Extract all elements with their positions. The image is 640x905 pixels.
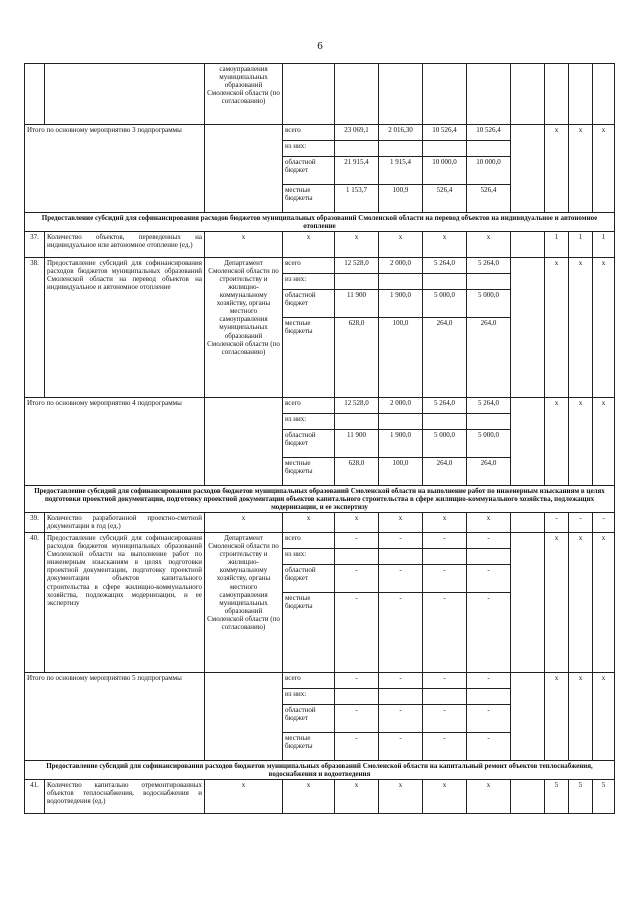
- amount-year3: -: [467, 593, 511, 673]
- amount-year2: -: [423, 593, 467, 673]
- cell-empty: [511, 398, 545, 486]
- amount-year1: -: [379, 533, 423, 549]
- amount-year2: [423, 141, 467, 157]
- amount-year2: 264,0: [423, 318, 467, 398]
- amount-year2: [423, 549, 467, 565]
- indicator-3: x: [593, 258, 615, 398]
- amount-year3: 10 000,0: [467, 157, 511, 185]
- amount-year3: [467, 549, 511, 565]
- amount-year2: -: [423, 705, 467, 733]
- indicator-1: x: [545, 533, 569, 673]
- funding-source: всего: [283, 125, 335, 141]
- amount-year3: 526,4: [467, 185, 511, 213]
- amount-year1: -: [379, 705, 423, 733]
- amount-year2: -: [423, 733, 467, 761]
- table-row: [25, 761, 615, 780]
- indicator-cell: x: [379, 780, 423, 814]
- indicator-1: x: [545, 398, 569, 486]
- indicator-value: 1: [593, 232, 615, 258]
- cell-empty: [379, 64, 423, 125]
- amount-year3: -: [467, 533, 511, 549]
- cell-empty: [511, 673, 545, 761]
- amount-year1: [379, 141, 423, 157]
- measure-text: Предоставление субсидий для софинансирования расходов бюджетов муниципальных образований Смоленской области на выполнение работ по инженерным изысканиям в целях подготовки проектной документации, подготовку проектной документации объектов капитального строительства в сфере жилищно-коммунального хозяйства, подлежащих модернизации, и ее экспертизу: [45, 533, 205, 673]
- indicator-1: x: [545, 258, 569, 398]
- page-number: 6: [317, 40, 323, 52]
- amount-year3: [467, 414, 511, 430]
- funding-source: всего: [283, 258, 335, 274]
- funding-source: местные бюджеты: [283, 318, 335, 398]
- amount-total: -: [335, 673, 379, 689]
- amount-total: 1 153,7: [335, 185, 379, 213]
- amount-total: [335, 549, 379, 565]
- total-label: Итого по основному мероприятию 4 подпрограммы: [25, 398, 205, 486]
- cell-text: [45, 64, 205, 125]
- indicator-3: x: [593, 533, 615, 673]
- funding-source: местные бюджеты: [283, 185, 335, 213]
- amount-total: 21 915,4: [335, 157, 379, 185]
- amount-year3: -: [467, 565, 511, 593]
- indicator-cell: x: [205, 513, 283, 533]
- funding-source: из них:: [283, 549, 335, 565]
- amount-year2: [423, 274, 467, 290]
- funding-source: областной бюджет: [283, 565, 335, 593]
- amount-year2: 5 000,0: [423, 290, 467, 318]
- table-row: [25, 673, 615, 689]
- cell-empty: [593, 64, 615, 125]
- section-title: Предоставление субсидий для софинансирования расходов бюджетов муниципальных образований Смоленской области на выполнение работ по инженерным изысканиям в целях подготовки проектной документации, подготовку проектной документации объектов капитального строительства в сфере жилищно-коммунального хозяйства, подлежащих модернизации, и ее экспертизу: [25, 486, 615, 513]
- amount-total: [335, 274, 379, 290]
- amount-year3: 10 526,4: [467, 125, 511, 141]
- indicator-cell: x: [423, 780, 467, 814]
- amount-year1: -: [379, 593, 423, 673]
- funding-source: из них:: [283, 689, 335, 705]
- amount-year3: 5 264,0: [467, 258, 511, 274]
- amount-year2: 526,4: [423, 185, 467, 213]
- amount-year3: [467, 274, 511, 290]
- funding-source: местные бюджеты: [283, 733, 335, 761]
- indicator-value: -: [593, 513, 615, 533]
- table-row: [25, 258, 615, 274]
- indicator-value: 5: [569, 780, 593, 814]
- indicator-cell: x: [335, 232, 379, 258]
- amount-year2: -: [423, 565, 467, 593]
- section-title: Предоставление субсидий для софинансирования расходов бюджетов муниципальных образований Смоленской области на перевод объектов на индивидуальное и автономное отопление: [25, 213, 615, 232]
- amount-total: [335, 141, 379, 157]
- indicator-2: x: [569, 398, 593, 486]
- total-label: Итого по основному мероприятию 5 подпрограммы: [25, 673, 205, 761]
- funding-source: из них:: [283, 141, 335, 157]
- amount-year2: 5 264,0: [423, 398, 467, 414]
- amount-total: 12 528,0: [335, 258, 379, 274]
- amount-year1: [379, 414, 423, 430]
- amount-year1: -: [379, 733, 423, 761]
- funding-source: областной бюджет: [283, 705, 335, 733]
- row-number: 38.: [25, 258, 45, 398]
- table-row: [25, 398, 615, 414]
- funding-source: местные бюджеты: [283, 458, 335, 486]
- amount-total: -: [335, 533, 379, 549]
- amount-total: 11 900: [335, 430, 379, 458]
- indicator-cell: x: [283, 513, 335, 533]
- indicator-text: Количество объектов, переведенных на индивидуальное или автономное отопление (ед.): [45, 232, 205, 258]
- indicator-cell: x: [335, 513, 379, 533]
- indicator-cell: x: [283, 780, 335, 814]
- amount-total: 23 069,1: [335, 125, 379, 141]
- amount-total: 12 528,0: [335, 398, 379, 414]
- indicator-cell: x: [467, 513, 511, 533]
- row-number: 41.: [25, 780, 45, 814]
- program-table: [24, 63, 615, 814]
- amount-year2: 264,0: [423, 458, 467, 486]
- funding-source: из них:: [283, 414, 335, 430]
- indicator-value: -: [569, 513, 593, 533]
- indicator-cell: x: [467, 780, 511, 814]
- row-number: 39.: [25, 513, 45, 533]
- amount-year3: [467, 141, 511, 157]
- indicator-cell: x: [205, 780, 283, 814]
- indicator-1: x: [545, 673, 569, 761]
- cell-empty: [423, 64, 467, 125]
- amount-year2: 10 526,4: [423, 125, 467, 141]
- indicator-3: x: [593, 673, 615, 761]
- amount-total: 11 900: [335, 290, 379, 318]
- funding-source: из них:: [283, 274, 335, 290]
- amount-total: -: [335, 565, 379, 593]
- indicator-cell: x: [423, 513, 467, 533]
- section-title: Предоставление субсидий для софинансирования расходов бюджетов муниципальных образований Смоленской области на капитальный ремонт объектов теплоснабжения, водоснабжения и водоотведения: [25, 761, 615, 780]
- indicator-cell: x: [205, 232, 283, 258]
- cell-empty: [511, 232, 545, 258]
- funding-source: всего: [283, 533, 335, 549]
- cell-empty: [511, 780, 545, 814]
- table-row: [25, 533, 615, 549]
- indicator-3: x: [593, 398, 615, 486]
- amount-total: [335, 689, 379, 705]
- cell-empty: [511, 125, 545, 213]
- table-row: [25, 125, 615, 141]
- amount-year2: [423, 689, 467, 705]
- indicator-cell: x: [335, 780, 379, 814]
- amount-year1: [379, 689, 423, 705]
- cell-empty: [569, 64, 593, 125]
- amount-total: -: [335, 593, 379, 673]
- amount-year1: 1 900,0: [379, 430, 423, 458]
- indicator-value: 5: [593, 780, 615, 814]
- amount-year3: -: [467, 733, 511, 761]
- indicator-cell: x: [283, 232, 335, 258]
- amount-year3: 264,0: [467, 458, 511, 486]
- amount-year1: 1 915,4: [379, 157, 423, 185]
- table-row: [25, 64, 615, 125]
- amount-year2: -: [423, 533, 467, 549]
- amount-year1: [379, 549, 423, 565]
- funding-source: областной бюджет: [283, 290, 335, 318]
- funding-source: местные бюджеты: [283, 593, 335, 673]
- row-number: 37.: [25, 232, 45, 258]
- cell-empty: [545, 64, 569, 125]
- amount-year3: -: [467, 673, 511, 689]
- amount-year2: -: [423, 673, 467, 689]
- indicator-value: -: [545, 513, 569, 533]
- amount-year1: -: [379, 673, 423, 689]
- indicator-1: x: [545, 125, 569, 213]
- table-row: [25, 780, 615, 814]
- amount-year2: 10 000,0: [423, 157, 467, 185]
- amount-year1: -: [379, 565, 423, 593]
- table-row: [25, 232, 615, 258]
- indicator-value: 5: [545, 780, 569, 814]
- amount-year1: [379, 274, 423, 290]
- amount-year1: 2 000,0: [379, 398, 423, 414]
- executor-cell: [205, 398, 283, 486]
- funding-source: областной бюджет: [283, 157, 335, 185]
- amount-year3: 264,0: [467, 318, 511, 398]
- amount-total: -: [335, 705, 379, 733]
- cell-empty: [511, 258, 545, 398]
- amount-year2: [423, 414, 467, 430]
- amount-year1: 1 900,0: [379, 290, 423, 318]
- amount-year1: 100,0: [379, 458, 423, 486]
- table-row: [25, 213, 615, 232]
- funding-source: областной бюджет: [283, 430, 335, 458]
- indicator-2: x: [569, 125, 593, 213]
- amount-year3: 5 000,0: [467, 290, 511, 318]
- indicator-2: x: [569, 258, 593, 398]
- amount-year1: 2 016,30: [379, 125, 423, 141]
- amount-year3: [467, 689, 511, 705]
- indicator-value: 1: [545, 232, 569, 258]
- indicator-text: Количество разработанной проектно-сметной документации в год (ед.): [45, 513, 205, 533]
- amount-total: 628,0: [335, 318, 379, 398]
- indicator-cell: x: [467, 232, 511, 258]
- cell-empty: [467, 64, 511, 125]
- cell-empty: [511, 64, 545, 125]
- cell-num: [25, 64, 45, 125]
- funding-source: всего: [283, 673, 335, 689]
- indicator-2: x: [569, 673, 593, 761]
- cell-empty: [511, 533, 545, 673]
- amount-total: 628,0: [335, 458, 379, 486]
- funding-source: всего: [283, 398, 335, 414]
- amount-year3: 5 000,0: [467, 430, 511, 458]
- measure-text: Предоставление субсидий для софинансирования расходов бюджетов муниципальных образований Смоленской области на перевод объектов на индивидуальное и автономное отопление: [45, 258, 205, 398]
- indicator-3: x: [593, 125, 615, 213]
- table-row: [25, 486, 615, 513]
- executor-cell: самоуправления муниципальных образований Смоленской области (по согласованию): [205, 64, 283, 125]
- cell-empty: [283, 64, 335, 125]
- amount-year1: 100,9: [379, 185, 423, 213]
- executor-cell: [205, 125, 283, 213]
- total-label: Итого по основному мероприятию 3 подпрограммы: [25, 125, 205, 213]
- amount-year1: 2 000,0: [379, 258, 423, 274]
- indicator-cell: x: [423, 232, 467, 258]
- indicator-2: x: [569, 533, 593, 673]
- table-row: [25, 513, 615, 533]
- amount-total: -: [335, 733, 379, 761]
- indicator-value: 1: [569, 232, 593, 258]
- indicator-cell: x: [379, 232, 423, 258]
- executor-cell: [205, 673, 283, 761]
- amount-year2: 5 000,0: [423, 430, 467, 458]
- executor-cell: Департамент Смоленской области по строительству и жилищно-коммунальному хозяйству, органы местного самоуправления муниципальных образований Смоленской области (по согласованию): [205, 533, 283, 673]
- amount-year1: 100,0: [379, 318, 423, 398]
- cell-empty: [511, 513, 545, 533]
- amount-year3: 5 264,0: [467, 398, 511, 414]
- indicator-cell: x: [379, 513, 423, 533]
- amount-year2: 5 264,0: [423, 258, 467, 274]
- indicator-text: Количество капитально отремонтированных объектов теплоснабжения, водоснабжения и водоотведения (ед.): [45, 780, 205, 814]
- row-number: 40.: [25, 533, 45, 673]
- amount-total: [335, 414, 379, 430]
- executor-cell: Департамент Смоленской области по строительству и жилищно-коммунальному хозяйству, органы местного самоуправления муниципальных образований Смоленской области (по согласованию): [205, 258, 283, 398]
- amount-year3: -: [467, 705, 511, 733]
- cell-empty: [335, 64, 379, 125]
